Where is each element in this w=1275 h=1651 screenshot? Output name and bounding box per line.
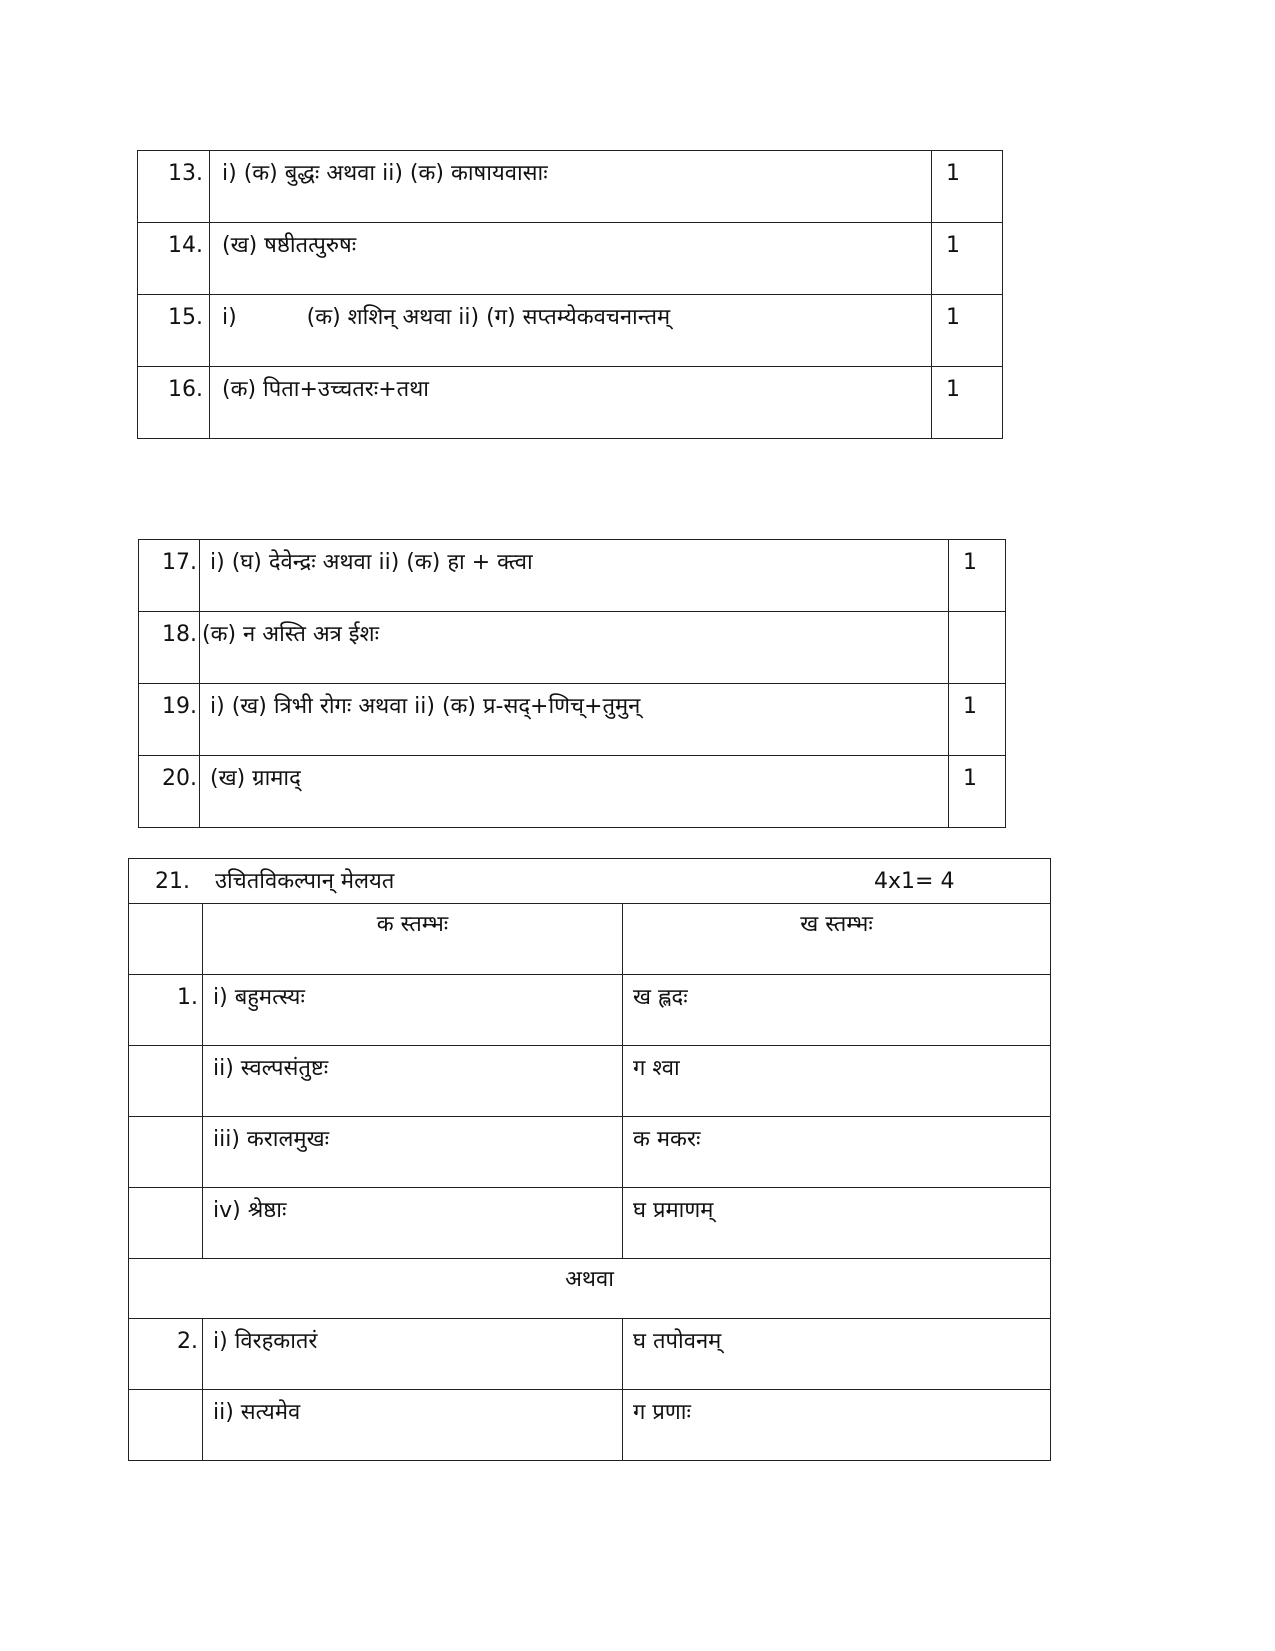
table-row bbox=[139, 540, 1006, 612]
set-number: 1. bbox=[129, 975, 203, 1046]
question-number: 17. bbox=[139, 540, 200, 612]
answer-text: (क) पिता+उच्चतरः+तथा bbox=[210, 367, 932, 439]
column-b-item: क मकरः bbox=[623, 1117, 1051, 1188]
answer-text: (क) न अस्ति अत्र ईशः bbox=[200, 612, 949, 684]
empty-cell bbox=[129, 1117, 203, 1188]
column-b-item: ग श्वा bbox=[623, 1046, 1051, 1117]
column-b-header: ख स्तम्भः bbox=[623, 904, 1051, 975]
answer-text: (ख) षष्ठीतत्पुरुषः bbox=[210, 223, 932, 295]
answer-table-13-16 bbox=[137, 150, 1003, 439]
set-number: 2. bbox=[129, 1319, 203, 1390]
column-a-item: i) विरहकातरं bbox=[203, 1319, 623, 1390]
question-number: 18. bbox=[139, 612, 200, 684]
question-header bbox=[129, 859, 1051, 904]
marks-value: 1 bbox=[949, 756, 1006, 828]
column-a-item: ii) सत्यमेव bbox=[203, 1390, 623, 1461]
question-number: 20. bbox=[139, 756, 200, 828]
column-b-item: घ तपोवनम् bbox=[623, 1319, 1051, 1390]
answer-text: i) (ख) त्रिभी रोगः अथवा ii) (क) प्र-सद्+णिच्+तुमुन् bbox=[200, 684, 949, 756]
column-a-item: iii) करालमुखः bbox=[203, 1117, 623, 1188]
table-row bbox=[129, 1188, 1051, 1259]
column-a-item: ii) स्वल्पसंतुष्टः bbox=[203, 1046, 623, 1117]
column-header-row bbox=[129, 904, 1051, 975]
column-a-item: iv) श्रेष्ठाः bbox=[203, 1188, 623, 1259]
table-row bbox=[129, 1390, 1051, 1461]
marks-value: 1 bbox=[932, 223, 1003, 295]
or-row bbox=[129, 1259, 1051, 1319]
marks-value: 4x1= 4 bbox=[874, 869, 955, 894]
table-row bbox=[129, 1117, 1051, 1188]
marks-value: 1 bbox=[949, 684, 1006, 756]
answer-text: i) (क) बुद्धः अथवा ii) (क) काषायवासाः bbox=[210, 151, 932, 223]
question-number: 21. bbox=[155, 869, 190, 894]
marks-value: 1 bbox=[949, 540, 1006, 612]
table-row bbox=[129, 1046, 1051, 1117]
answer-table-17-20 bbox=[138, 539, 1006, 828]
table-row bbox=[138, 223, 1003, 295]
table-row bbox=[129, 975, 1051, 1046]
empty-cell bbox=[129, 1046, 203, 1117]
table-row bbox=[139, 756, 1006, 828]
table-row bbox=[138, 151, 1003, 223]
column-a-item: i) बहुमत्स्यः bbox=[203, 975, 623, 1046]
empty-cell bbox=[129, 904, 203, 975]
column-b-item: ख ह्लदः bbox=[623, 975, 1051, 1046]
column-a-header: क स्तम्भः bbox=[203, 904, 623, 975]
question-number: 13. bbox=[138, 151, 210, 223]
answer-text: i) (क) शशिन् अथवा ii) (ग) सप्तम्येकवचनान्तम् bbox=[210, 295, 932, 367]
marks-value: 1 bbox=[932, 151, 1003, 223]
marks-value bbox=[949, 612, 1006, 684]
table-row bbox=[138, 367, 1003, 439]
empty-cell bbox=[129, 1188, 203, 1259]
empty-cell bbox=[129, 1390, 203, 1461]
or-label: अथवा bbox=[129, 1259, 1051, 1319]
answer-text: (ख) ग्रामाद् bbox=[200, 756, 949, 828]
question-number: 19. bbox=[139, 684, 200, 756]
column-b-item: घ प्रमाणम् bbox=[623, 1188, 1051, 1259]
matching-table-21 bbox=[128, 858, 1051, 1461]
marks-value: 1 bbox=[932, 367, 1003, 439]
marks-value: 1 bbox=[932, 295, 1003, 367]
column-b-item: ग प्रणाः bbox=[623, 1390, 1051, 1461]
question-number: 15. bbox=[138, 295, 210, 367]
table-row bbox=[139, 684, 1006, 756]
table-row bbox=[138, 295, 1003, 367]
question-header-row bbox=[129, 859, 1051, 904]
question-number: 16. bbox=[138, 367, 210, 439]
answer-text: i) (घ) देवेन्द्रः अथवा ii) (क) हा + क्त्वा bbox=[200, 540, 949, 612]
question-number: 14. bbox=[138, 223, 210, 295]
table-row bbox=[129, 1319, 1051, 1390]
table-row bbox=[139, 612, 1006, 684]
question-instruction: उचितविकल्पान् मेलयत bbox=[215, 869, 395, 894]
